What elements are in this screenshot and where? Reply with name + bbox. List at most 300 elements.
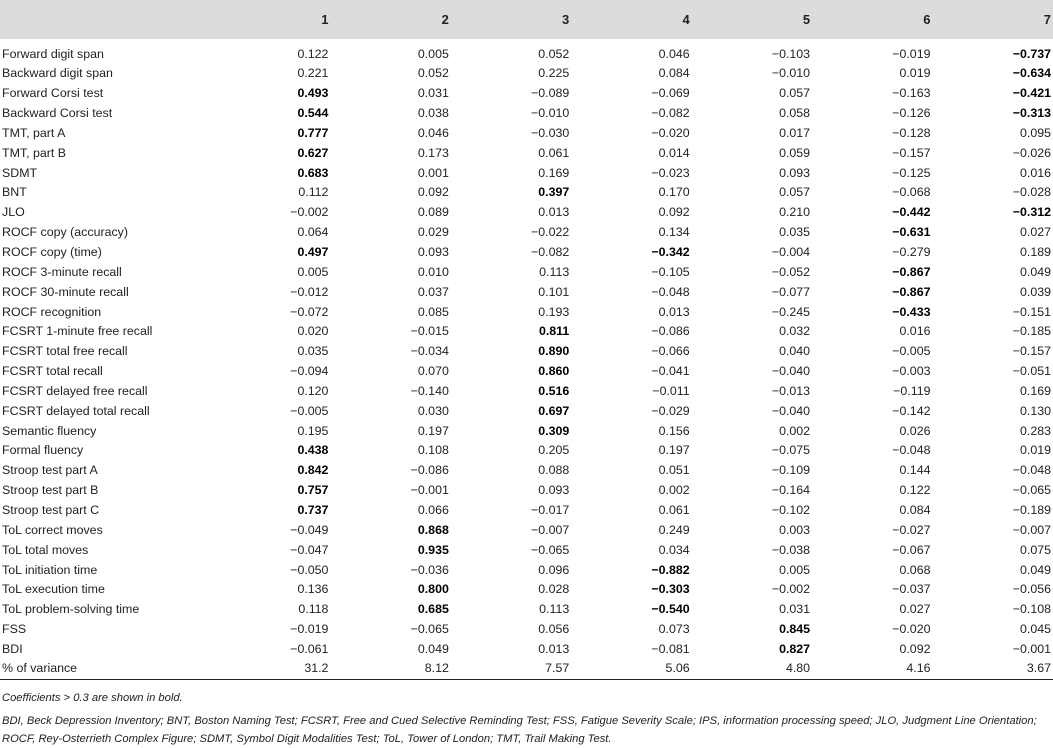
loading-cell: −0.279 — [892, 245, 931, 260]
loading-cell: −0.056 — [1012, 582, 1051, 597]
loading-cell: −0.433 — [892, 304, 931, 319]
loading-cell: 0.005 — [779, 562, 811, 577]
loading-cell: 0.757 — [297, 483, 329, 498]
loading-cell: 0.197 — [417, 423, 449, 438]
loading-cell: 0.120 — [297, 383, 329, 398]
loading-cell: 0.173 — [417, 145, 449, 160]
table-row — [0, 342, 1053, 362]
loading-cell: −0.007 — [531, 522, 570, 537]
loading-cell: 0.037 — [417, 284, 449, 299]
row-label: Stroop test part C — [2, 502, 100, 517]
loading-cell: 0.397 — [538, 185, 570, 200]
loading-cell: 0.134 — [658, 225, 690, 240]
loading-cell: 0.032 — [779, 324, 811, 339]
loading-cell: 0.052 — [417, 66, 449, 81]
loading-cell: −0.048 — [1012, 463, 1051, 478]
loading-cell: −0.051 — [1012, 364, 1051, 379]
loading-cell: −0.048 — [651, 284, 690, 299]
loading-cell: 0.052 — [538, 47, 570, 61]
loading-cell: 0.122 — [899, 483, 931, 498]
loading-cell: −0.103 — [771, 47, 811, 61]
loading-cell: −0.049 — [290, 522, 329, 537]
loading-cell: 0.013 — [538, 205, 570, 220]
loading-cell: 0.516 — [538, 383, 570, 398]
table-row — [0, 64, 1053, 84]
loading-cell: −0.140 — [410, 383, 449, 398]
loading-cell: 0.096 — [538, 562, 570, 577]
loading-cell: 0.493 — [297, 86, 329, 101]
loading-cell: −0.882 — [651, 562, 690, 577]
column-header: 1 — [321, 12, 329, 27]
loading-cell: 0.170 — [658, 185, 690, 200]
loading-cell: 0.842 — [297, 463, 329, 478]
table-row — [0, 322, 1053, 342]
loading-cell: −0.023 — [651, 165, 690, 180]
loading-cell: 0.001 — [417, 165, 449, 180]
loading-cell: −0.442 — [892, 205, 931, 220]
loading-cell: 0.049 — [1019, 562, 1051, 577]
loading-cell: 0.092 — [417, 185, 449, 200]
loading-cell: −0.069 — [651, 86, 690, 101]
loading-cell: 0.002 — [779, 423, 811, 438]
loading-cell: −0.189 — [1012, 502, 1051, 517]
header-cell-empty — [0, 0, 210, 39]
loading-cell: 0.088 — [538, 463, 570, 478]
loading-cell: 0.627 — [297, 145, 329, 160]
loading-cell: 0.827 — [779, 641, 811, 656]
loading-cell: −0.077 — [771, 284, 811, 299]
row-label: Semantic fluency — [2, 423, 97, 438]
table-row — [0, 39, 1053, 64]
table-row — [0, 104, 1053, 124]
loading-cell: −0.038 — [771, 542, 811, 557]
loading-cell: −0.002 — [290, 205, 329, 220]
row-label: ToL initiation time — [2, 562, 98, 577]
loading-cell: 0.028 — [538, 582, 570, 597]
loading-cell: 0.800 — [417, 582, 449, 597]
loading-cell: −0.164 — [771, 483, 811, 498]
loading-cell: 0.034 — [658, 542, 690, 557]
loading-cell: −0.011 — [652, 383, 690, 398]
loading-cell: −0.010 — [531, 106, 570, 121]
table-row — [0, 143, 1053, 163]
loading-cell: 0.026 — [899, 423, 931, 438]
loading-cell: −0.001 — [410, 483, 449, 498]
loading-cell: −0.068 — [892, 185, 931, 200]
table-row — [0, 163, 1053, 183]
loading-cell: −0.004 — [771, 245, 811, 260]
loading-cell: −0.067 — [892, 542, 931, 557]
row-label: % of variance — [0, 659, 210, 679]
loading-cell: 0.075 — [1019, 542, 1051, 557]
loading-cell: 0.070 — [417, 364, 449, 379]
table-body — [0, 39, 1053, 679]
table-row — [0, 639, 1053, 659]
loading-cell: −0.029 — [651, 403, 690, 418]
row-label: BNT — [2, 185, 27, 200]
loading-cell: 0.084 — [658, 66, 690, 81]
table-row — [0, 659, 1053, 679]
loading-cell: −0.089 — [531, 86, 570, 101]
loading-cell: −0.066 — [651, 344, 690, 359]
row-label: Forward digit span — [2, 47, 104, 61]
loading-cell: −0.013 — [771, 383, 811, 398]
loading-cell: 0.169 — [538, 165, 570, 180]
loading-cell: 3.67 — [932, 659, 1053, 679]
row-label: ROCF copy (time) — [2, 245, 102, 260]
loading-cell: −0.048 — [892, 443, 931, 458]
row-label: ToL execution time — [2, 582, 105, 597]
loading-cell: 0.210 — [779, 205, 811, 220]
loading-cell: −0.015 — [410, 324, 449, 339]
loading-cell: −0.061 — [290, 641, 329, 656]
loading-cell: −0.017 — [531, 502, 570, 517]
loading-cell: 0.073 — [658, 622, 690, 637]
loading-cell: −0.105 — [651, 264, 690, 279]
loading-cell: −0.303 — [651, 582, 690, 597]
loading-cell: 0.737 — [297, 502, 329, 517]
table-row — [0, 560, 1053, 580]
loading-cell: 0.683 — [297, 165, 329, 180]
table-row — [0, 302, 1053, 322]
loading-cell: −0.040 — [771, 364, 811, 379]
loading-cell: 0.195 — [297, 423, 329, 438]
loading-cell: −0.102 — [771, 502, 811, 517]
loading-cell: 0.249 — [658, 522, 690, 537]
loading-cell: −0.022 — [531, 225, 570, 240]
loading-cell: 0.013 — [538, 641, 570, 656]
loading-cell: 0.685 — [417, 602, 449, 617]
column-header: 5 — [802, 12, 811, 27]
loading-cell: −0.157 — [892, 145, 931, 160]
loading-cell: 0.040 — [779, 344, 811, 359]
row-label: ToL total moves — [2, 542, 89, 557]
loading-cell: 0.112 — [298, 185, 329, 200]
loading-cell: −0.047 — [290, 542, 329, 557]
loading-cell: 0.066 — [417, 502, 449, 517]
loading-cell: 0.016 — [899, 324, 931, 339]
loading-cell: 0.130 — [1019, 403, 1051, 418]
row-label: BDI — [2, 641, 23, 656]
loading-cell: 0.014 — [658, 145, 690, 160]
loading-cell: 7.57 — [451, 659, 571, 679]
loading-cell: 0.031 — [417, 86, 449, 101]
loading-cell: −0.005 — [892, 344, 931, 359]
table-row — [0, 124, 1053, 144]
row-label: FSS — [2, 622, 27, 637]
loading-cell: 5.06 — [571, 659, 691, 679]
loading-cell: −0.065 — [531, 542, 570, 557]
loading-cell: −0.005 — [290, 403, 329, 418]
loading-cell: 0.020 — [297, 324, 329, 339]
loading-cell: 0.005 — [417, 47, 449, 61]
row-label: Formal fluency — [2, 443, 84, 458]
row-label: ROCF 30-minute recall — [2, 284, 129, 299]
table-row — [0, 461, 1053, 481]
loading-cell: −0.119 — [893, 383, 931, 398]
loading-cell: 0.027 — [1019, 225, 1051, 240]
row-label: FCSRT 1-minute free recall — [2, 324, 153, 339]
loading-cell: −0.128 — [892, 125, 931, 140]
loading-cell: −0.075 — [771, 443, 811, 458]
loading-cell: −0.634 — [1012, 66, 1051, 81]
loading-cell: 0.059 — [779, 145, 811, 160]
row-label: Stroop test part B — [2, 483, 99, 498]
loading-cell: 0.061 — [658, 502, 690, 517]
loading-cell: 0.189 — [1019, 245, 1051, 260]
loading-cell: 0.868 — [417, 522, 449, 537]
loading-cell: 0.035 — [297, 344, 329, 359]
loading-cell: 0.101 — [538, 284, 570, 299]
loading-cell: 0.118 — [298, 602, 329, 617]
table-row — [0, 362, 1053, 382]
loading-cell: −0.245 — [771, 304, 811, 319]
row-label: FCSRT delayed total recall — [2, 403, 150, 418]
loading-cell: 0.057 — [779, 86, 811, 101]
loading-cell: 0.845 — [779, 622, 811, 637]
loading-cell: 0.029 — [417, 225, 449, 240]
loading-cell: 31.2 — [210, 659, 330, 679]
table-row — [0, 620, 1053, 640]
loading-cell: 0.283 — [1019, 423, 1051, 438]
loading-cell: −0.631 — [892, 225, 931, 240]
loading-cell: 0.156 — [658, 423, 690, 438]
loading-cell: 0.019 — [1019, 443, 1051, 458]
table-row — [0, 421, 1053, 441]
row-label: FCSRT total free recall — [2, 344, 128, 359]
loading-cell: 0.113 — [539, 602, 570, 617]
loading-cell: 0.046 — [658, 47, 690, 61]
loading-cell: −0.001 — [1012, 641, 1051, 656]
loading-cell: 0.811 — [538, 324, 570, 339]
loading-cell: −0.002 — [771, 582, 811, 597]
loading-cell: −0.019 — [290, 622, 329, 637]
loading-cell: 0.045 — [1019, 622, 1051, 637]
loading-cell: 0.309 — [538, 423, 570, 438]
bold-footnote: Coefficients > 0.3 are shown in bold. — [2, 692, 183, 704]
row-label: JLO — [2, 205, 25, 220]
loading-cell: −0.082 — [651, 106, 690, 121]
loading-cell: −0.050 — [290, 562, 329, 577]
loading-cell: 0.058 — [779, 106, 811, 121]
loading-cell: −0.012 — [290, 284, 329, 299]
table-row — [0, 262, 1053, 282]
loading-cell: 0.013 — [658, 304, 690, 319]
table-row — [0, 600, 1053, 620]
loading-cell: −0.065 — [1012, 483, 1051, 498]
loading-cell: 0.113 — [539, 264, 570, 279]
loading-cell: 0.860 — [538, 364, 570, 379]
table-row — [0, 501, 1053, 521]
loading-cell: 0.197 — [658, 443, 690, 458]
loading-cell: −0.072 — [290, 304, 329, 319]
loading-cell: 0.089 — [417, 205, 449, 220]
loading-cell: −0.737 — [1012, 47, 1051, 61]
column-header: 4 — [682, 12, 690, 27]
table-row — [0, 243, 1053, 263]
loading-cell: −0.081 — [651, 641, 690, 656]
loading-cell: 0.144 — [899, 463, 931, 478]
loading-cell: −0.036 — [410, 562, 449, 577]
loading-cell: −0.007 — [1012, 522, 1051, 537]
loading-cell: −0.027 — [892, 522, 931, 537]
loading-cell: 0.777 — [297, 125, 329, 140]
column-header: 3 — [562, 12, 570, 27]
column-header: 2 — [441, 12, 449, 27]
row-label: ToL problem-solving time — [2, 602, 140, 617]
table-row — [0, 183, 1053, 203]
row-label: Forward Corsi test — [2, 86, 104, 101]
loading-cell: −0.052 — [771, 264, 811, 279]
loading-cell: 0.092 — [899, 641, 931, 656]
loading-cell: 0.019 — [899, 66, 931, 81]
loading-cell: −0.030 — [531, 125, 570, 140]
loading-cell: 8.12 — [330, 659, 450, 679]
row-label: Stroop test part A — [2, 463, 98, 478]
loading-cell: −0.313 — [1012, 106, 1051, 121]
loading-cell: 0.085 — [417, 304, 449, 319]
loading-cell: −0.151 — [1012, 304, 1051, 319]
column-header: 6 — [923, 12, 931, 27]
loading-cell: 4.16 — [812, 659, 932, 679]
loading-cell: 0.027 — [899, 602, 931, 617]
loading-cell: −0.157 — [1012, 344, 1051, 359]
loading-cell: 0.049 — [1019, 264, 1051, 279]
loading-cell: −0.041 — [651, 364, 690, 379]
loading-cell: −0.421 — [1012, 86, 1051, 101]
row-label: ROCF recognition — [2, 304, 102, 319]
table-row — [0, 382, 1053, 402]
loading-cell: 0.108 — [417, 443, 449, 458]
loading-cell: 0.093 — [538, 483, 570, 498]
loading-cell: 0.093 — [779, 165, 811, 180]
loading-cell: −0.185 — [1012, 324, 1051, 339]
loading-cell: −0.065 — [410, 622, 449, 637]
loading-cell: 0.051 — [658, 463, 690, 478]
loading-cell: 0.544 — [297, 106, 329, 121]
loading-cell: 0.003 — [779, 522, 811, 537]
loading-cell: 0.890 — [538, 344, 570, 359]
loading-cell: 0.017 — [779, 125, 811, 140]
loading-cell: −0.034 — [410, 344, 449, 359]
column-header: 7 — [1043, 12, 1051, 27]
loading-cell: 0.031 — [779, 602, 811, 617]
row-label: Backward digit span — [2, 66, 113, 81]
loading-cell: 0.061 — [538, 145, 570, 160]
table-row — [0, 441, 1053, 461]
row-label: FCSRT delayed free recall — [2, 383, 148, 398]
loading-cell: 4.80 — [692, 659, 812, 679]
loading-cell: −0.037 — [892, 582, 931, 597]
loading-cell: 0.035 — [779, 225, 811, 240]
loading-cell: 0.005 — [297, 264, 329, 279]
loading-cell: 0.064 — [297, 225, 329, 240]
loading-cell: −0.342 — [651, 245, 690, 260]
loading-cell: −0.010 — [771, 66, 811, 81]
loading-cell: −0.020 — [651, 125, 690, 140]
loading-cell: 0.697 — [538, 403, 570, 418]
loading-cell: 0.225 — [538, 66, 570, 81]
table-row — [0, 223, 1053, 243]
row-label: Backward Corsi test — [2, 106, 113, 121]
row-label: TMT, part B — [2, 145, 67, 160]
loading-cell: 0.093 — [417, 245, 449, 260]
table-row — [0, 520, 1053, 540]
header-row — [0, 0, 1053, 39]
loading-cell: −0.019 — [892, 47, 931, 61]
table-footnotes — [2, 689, 1050, 748]
loading-cell: 0.497 — [297, 245, 329, 260]
loading-cell: −0.026 — [1012, 145, 1051, 160]
loading-cell: −0.094 — [290, 364, 329, 379]
loading-cell: −0.163 — [892, 86, 931, 101]
loading-cell: −0.082 — [531, 245, 570, 260]
row-label: FCSRT total recall — [2, 364, 103, 379]
loading-cell: −0.312 — [1012, 205, 1051, 220]
loading-cell: −0.540 — [651, 602, 690, 617]
row-label: TMT, part A — [2, 125, 66, 140]
loading-cell: 0.030 — [417, 403, 449, 418]
row-label: SDMT — [2, 165, 38, 180]
table-row — [0, 580, 1053, 600]
loading-cell: −0.126 — [892, 106, 931, 121]
loading-cell: −0.086 — [651, 324, 690, 339]
row-label: ROCF 3-minute recall — [2, 264, 122, 279]
loading-cell: 0.084 — [899, 502, 931, 517]
loading-cell: −0.867 — [892, 264, 931, 279]
loading-cell: −0.040 — [771, 403, 811, 418]
loading-cell: −0.086 — [410, 463, 449, 478]
row-label: ToL correct moves — [2, 522, 103, 537]
loading-cell: −0.003 — [892, 364, 931, 379]
abbreviations-footnote: BDI, Beck Depression Inventory; BNT, Boston Naming Test; FCSRT, Free and Cued Selective Reminding Test; FSS, Fatigue Severity Scale; IPS, information processing speed; JLO, Judgment Line Orientation; ROCF, Rey-Osterrieth Complex Figure; SDMT, Symbol Digit Modalities Test; ToL, Tower of London; TMT, Trail Making Test. — [2, 715, 1037, 745]
table-row — [0, 282, 1053, 302]
loading-cell: 0.010 — [417, 264, 449, 279]
loading-cell: 0.057 — [779, 185, 811, 200]
table-row — [0, 203, 1053, 223]
loading-cell: 0.002 — [658, 483, 690, 498]
loading-cell: 0.056 — [538, 622, 570, 637]
loading-cell: −0.142 — [892, 403, 931, 418]
loading-cell: 0.038 — [417, 106, 449, 121]
loading-cell: −0.028 — [1012, 185, 1051, 200]
loading-cell: 0.046 — [417, 125, 449, 140]
loading-cell: 0.193 — [538, 304, 570, 319]
loading-cell: 0.169 — [1019, 383, 1051, 398]
loading-cell: 0.438 — [297, 443, 329, 458]
loading-cell: 0.068 — [899, 562, 931, 577]
loading-cell: 0.095 — [1019, 125, 1051, 140]
table-row — [0, 84, 1053, 104]
loading-cell: 0.039 — [1019, 284, 1051, 299]
loading-cell: −0.125 — [892, 165, 931, 180]
loading-cell: 0.935 — [417, 542, 449, 557]
loading-cell: −0.867 — [892, 284, 931, 299]
loading-cell: 0.205 — [538, 443, 570, 458]
loading-cell: −0.108 — [1012, 602, 1051, 617]
table-row — [0, 540, 1053, 560]
table-row — [0, 481, 1053, 501]
loading-cell: −0.109 — [771, 463, 811, 478]
loading-cell: −0.020 — [892, 622, 931, 637]
table-row — [0, 401, 1053, 421]
loading-cell: 0.136 — [297, 582, 329, 597]
loading-cell: 0.122 — [297, 47, 329, 61]
loading-cell: 0.092 — [658, 205, 690, 220]
loading-cell: 0.049 — [417, 641, 449, 656]
loading-cell: 0.016 — [1019, 165, 1051, 180]
loading-cell: 0.221 — [297, 66, 329, 81]
